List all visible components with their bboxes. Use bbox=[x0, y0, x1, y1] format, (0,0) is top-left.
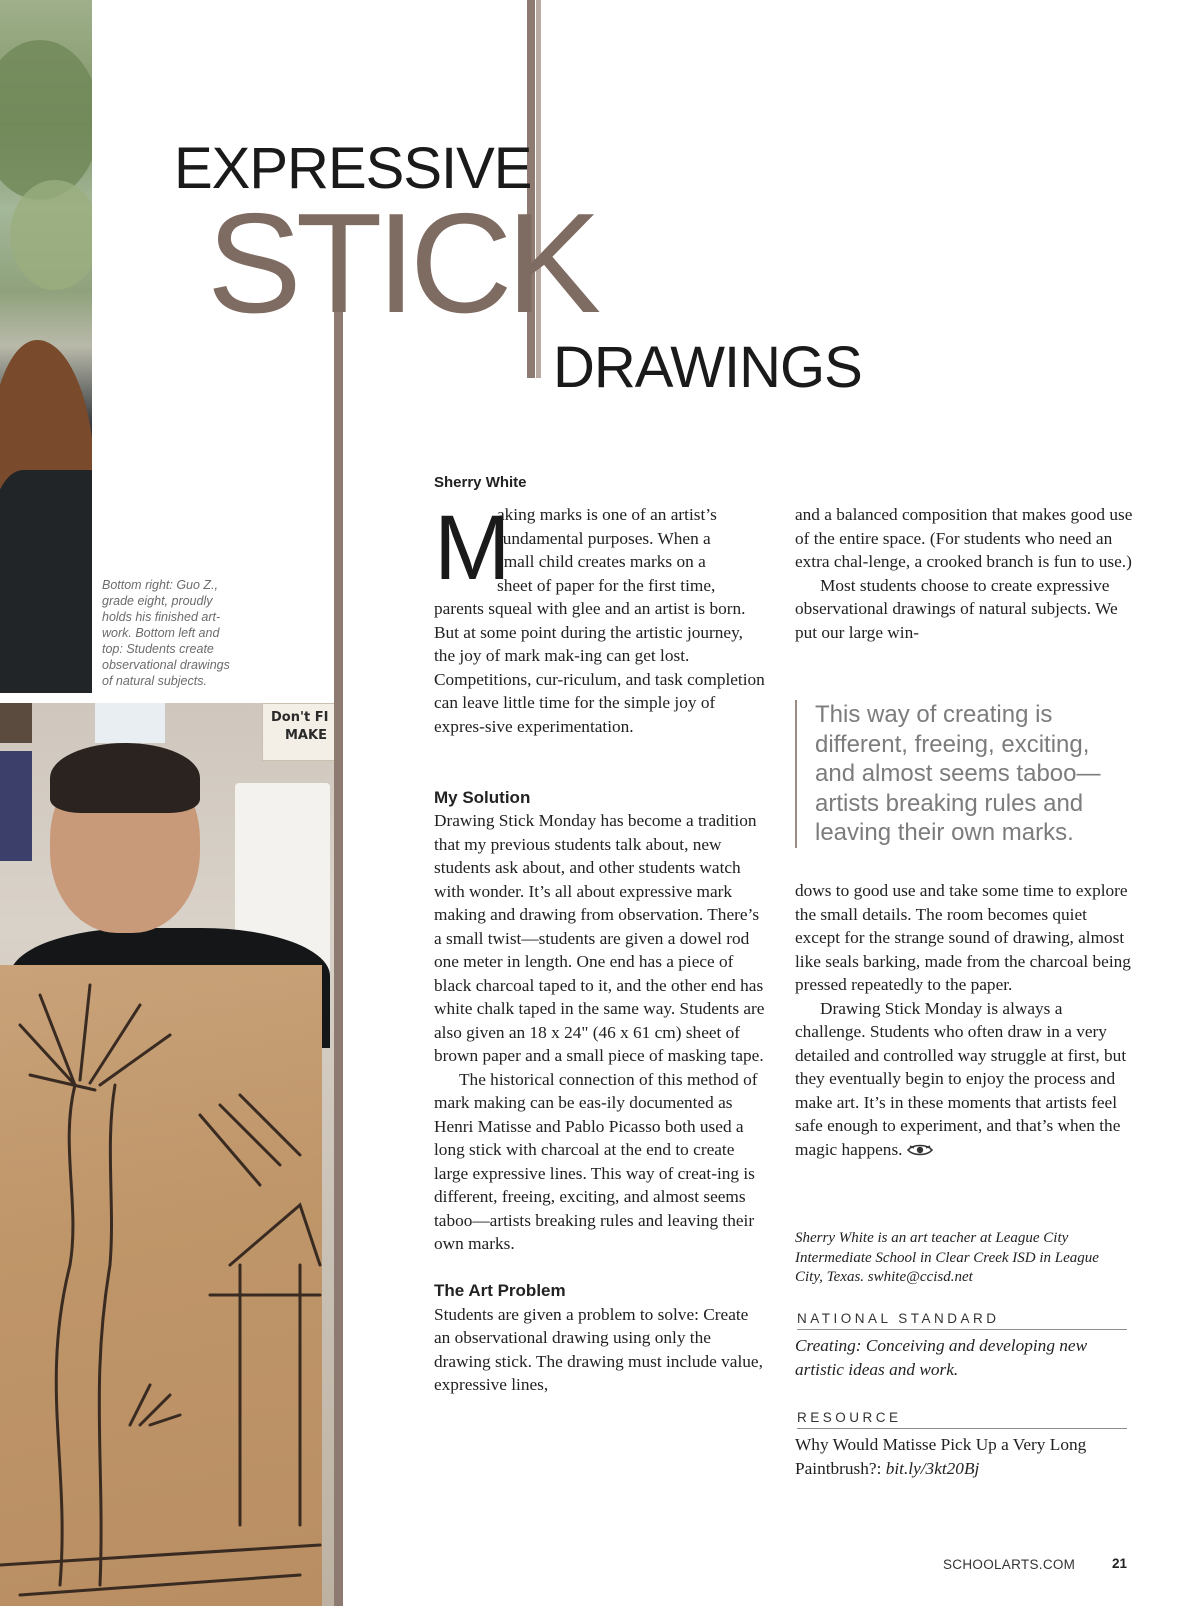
title-line-stick: STICK bbox=[207, 184, 596, 343]
intro-line: sheet of paper for the first time, bbox=[497, 575, 716, 595]
article-column-1 bbox=[434, 497, 768, 1397]
sign-line: MAKE bbox=[285, 728, 327, 743]
heading-my-solution: My Solution bbox=[434, 787, 531, 807]
intro-line: fundamental purposes. When a bbox=[497, 528, 711, 548]
national-standard-label: NATIONAL STANDARD bbox=[797, 1311, 1127, 1330]
intro-line: small child creates marks on a bbox=[497, 552, 706, 571]
charcoal-drawing-artwork bbox=[0, 965, 322, 1606]
paragraph-continued: and a balanced composition that makes good use of the entire space. (For students who need an extra chal-lenge, a crooked branch is fun to use.) bbox=[795, 505, 1133, 571]
tree-foliage bbox=[0, 40, 92, 200]
accent-bar-left bbox=[334, 230, 343, 1606]
student-shirt bbox=[0, 470, 92, 693]
paragraph-windows: dows to good use and take some time to explore the small details. The room becomes quiet except for the strange sound of drawing, almost like seals barking, made from the charcoal being pressed repeatedly to the paper. bbox=[795, 881, 1131, 994]
paragraph-problem: Students are given a problem to solve: Create an observational drawing using only the drawing stick. The drawing must include value, expressive lines, bbox=[434, 1304, 763, 1394]
pull-quote: This way of creating is different, freeing, exciting, and almost seems taboo—artists breaking rules and leaving their own marks. bbox=[795, 700, 1125, 848]
intro-line: aking marks is one of an artist’s bbox=[497, 505, 717, 524]
eye-icon bbox=[907, 1143, 933, 1157]
paragraph-solution: Drawing Stick Monday has become a tradition that my previous students talk about, new students ask about, and other students watch with wonder. It’s all about expressive mark making and drawing from observation. There’s a small twist—students are given a dowel rod one meter in length. One end has a piece of black charcoal taped to it, and the other end has white chalk taped in the same way. Students are also given an 18 x 24" (46 x 61 cm) sheet of brown paper and a small piece of masking tape. bbox=[434, 811, 765, 1065]
student-hair bbox=[50, 743, 200, 813]
sign-line: Don't FI bbox=[271, 710, 329, 725]
charcoal-tree-sketch bbox=[0, 965, 322, 1606]
footer-site: SCHOOLARTS.COM bbox=[943, 1557, 1076, 1572]
photo-students-drawing bbox=[0, 0, 92, 693]
resource-label: RESOURCE bbox=[797, 1410, 1127, 1429]
national-standard-text: Creating: Conceiving and developing new artistic ideas and work. bbox=[795, 1336, 1088, 1379]
intro-paragraph bbox=[434, 497, 768, 762]
paragraph-choose: Most students choose to create expressive observational drawings of natural subjects. We put our large win- bbox=[795, 575, 1118, 642]
wall-poster bbox=[0, 751, 32, 861]
photo-caption: Bottom right: Guo Z., grade eight, proudly holds his finished art-work. Bottom left and top: Students create observational drawings of natural subjects. bbox=[102, 578, 230, 688]
photo-divider bbox=[0, 693, 334, 703]
resource-link[interactable]: bit.ly/3kt20Bj bbox=[885, 1458, 980, 1478]
article-column-2-top bbox=[795, 503, 1135, 644]
page-number: 21 bbox=[1112, 1556, 1128, 1571]
photo-student-with-artwork bbox=[0, 703, 334, 1606]
article-column-2-bottom bbox=[795, 879, 1135, 1161]
wall-poster bbox=[95, 703, 165, 743]
resource-title: Why Would Matisse Pick Up a Very Long Paintbrush?: bbox=[795, 1435, 1087, 1478]
paragraph-history: The historical connection of this method of mark making can be eas-ily documented as Henri Matisse and Pablo Picasso both used a long stick with charcoal at the end to create large expressive lines. This way of creat-ing is different, freeing, exciting, and almost seems taboo—artists breaking rules and leaving their own marks. bbox=[434, 1069, 758, 1253]
drop-cap: M bbox=[434, 497, 509, 599]
paragraph-challenge bbox=[795, 997, 1135, 1162]
author-byline: Sherry White bbox=[434, 474, 527, 491]
tree-foliage bbox=[10, 180, 92, 290]
intro-rest: parents squeal with glee and an artist is born. But at some point during the artistic journey, the joy of mark mak-ing can get lost. Competitions, cur-riculum, and task completion can leave little time for the simple joy of expres-sive experimentation. bbox=[434, 599, 765, 736]
resource-text bbox=[795, 1433, 1135, 1480]
wall-poster bbox=[0, 703, 32, 743]
classroom-sign bbox=[262, 703, 334, 761]
author-bio: Sherry White is an art teacher at League City Intermediate School in Clear Creek ISD in League City, Texas. swhite@ccisd.net bbox=[795, 1230, 1099, 1285]
paragraph-challenge-text: Drawing Stick Monday is always a challenge. Students who often draw in a very detailed and controlled way struggle at first, but they eventually begin to enjoy the process and make art. It’s in these moments that artists feel safe enough to experiment, and that’s when the magic happens. bbox=[795, 998, 1127, 1159]
heading-art-problem: The Art Problem bbox=[434, 1281, 566, 1300]
title-line-expressive: EXPRESSIVE bbox=[174, 136, 532, 201]
title-line-drawings: DRAWINGS bbox=[553, 335, 862, 400]
